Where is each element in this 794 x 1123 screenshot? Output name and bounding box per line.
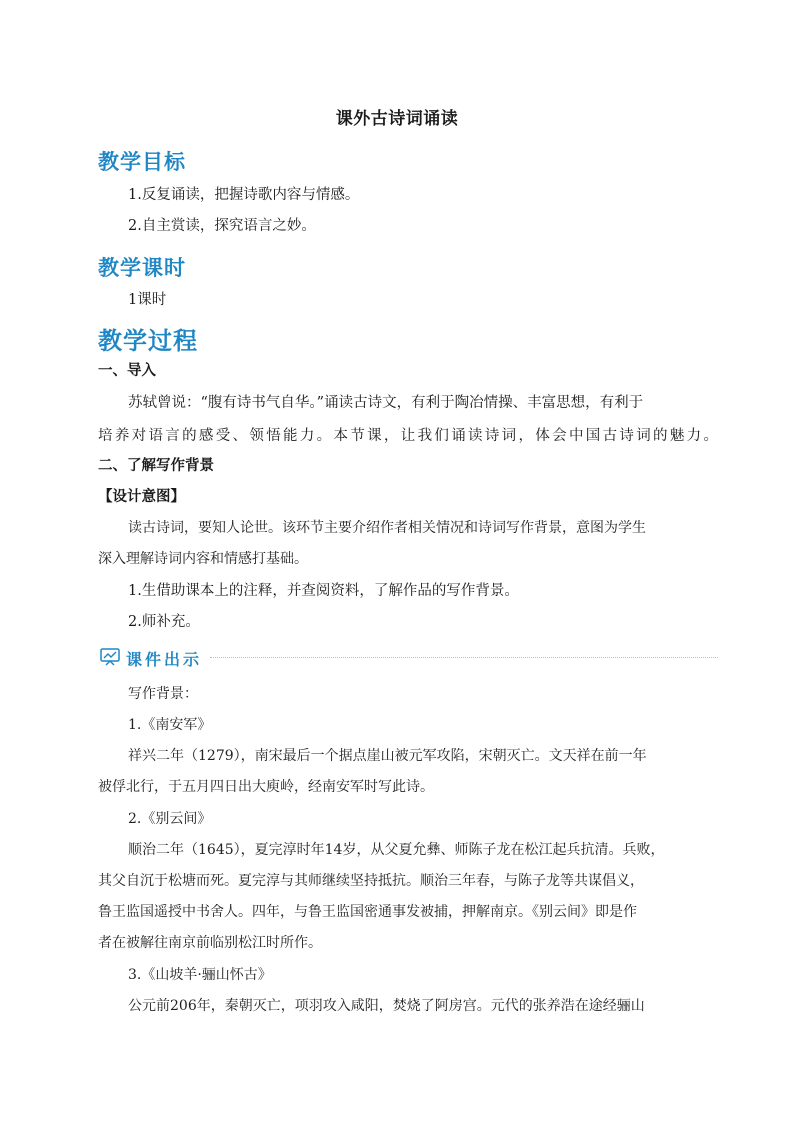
design-line-1: 读古诗词，要知人论世。该环节主要介绍作者相关情况和诗词写作背景，意图为学生 [128, 520, 646, 536]
poem-2-title: 2.《别云间》 [128, 811, 212, 827]
poem-2-line-4: 者在被解往南京前临别松江时所作。 [98, 935, 322, 951]
poem-3-line-1: 公元前206年，秦朝灭亡，项羽攻入咸阳，焚烧了阿房宫。元代的张养浩在途经骊山 [128, 998, 645, 1014]
courseware-banner [98, 646, 718, 668]
document-title: 课外古诗词诵读 [335, 109, 459, 129]
poem-2-line-2: 其父自沉于松塘而死。夏完淳与其师继续坚持抵抗。顺治三年春，与陈子龙等共谋倡义， [98, 873, 644, 889]
poem-1-title: 1.《南安军》 [128, 717, 212, 733]
heading-teaching-hours: 教学课时 [98, 256, 186, 280]
heading-teaching-process: 教学过程 [98, 327, 198, 355]
poem-1-line-2: 被俘北行，于五月四日出大庾岭，经南安军时写此诗。 [98, 779, 434, 795]
part1-line-1: 苏轼曾说：“腹有诗书气自华。”诵读古诗文，有利于陶冶情操、丰富思想，有利于 [128, 395, 644, 411]
part2-heading: 二、了解写作背景 [98, 458, 214, 474]
courseware-label: 课件出示 [126, 650, 203, 669]
teaching-hours-value: 1课时 [128, 292, 167, 308]
part1-heading: 一、导入 [98, 363, 156, 379]
courseware-intro: 写作背景： [128, 686, 198, 702]
goal-item-2: 2.自主赏读，探究语言之妙。 [128, 218, 316, 234]
poem-2-line-1: 顺治二年（1645），夏完淳时年14岁，从父夏允彝、师陈子龙在松江起兵抗清。兵败， [128, 842, 665, 858]
poem-3-title: 3.《山坡羊·骊山怀古》 [128, 967, 272, 983]
heading-teaching-goals: 教学目标 [98, 150, 186, 174]
dotted-divider [210, 657, 718, 658]
part2-step-1: 1.生借助课本上的注释，并查阅资料，了解作品的写作背景。 [128, 583, 519, 599]
part1-line-2: 培养对语言的感受、领悟能力。本节课，让我们诵读诗词，体会中国古诗词的魅力。 [98, 428, 718, 444]
poem-1-line-1: 祥兴二年（1279），南宋最后一个据点崖山被元军攻陷，宋朝灭亡。文天祥在前一年 [128, 748, 647, 764]
poem-2-line-3: 鲁王监国遥授中书舍人。四年，与鲁王监国密通事发被捕，押解南京。《别云间》即是作 [98, 904, 637, 920]
design-intent-heading: 【设计意图】 [98, 489, 185, 505]
part2-step-2: 2.师补充。 [128, 614, 200, 630]
presentation-icon [100, 648, 120, 666]
design-line-2: 深入理解诗词内容和情感打基础。 [98, 551, 308, 567]
goal-item-1: 1.反复诵读，把握诗歌内容与情感。 [128, 187, 360, 203]
